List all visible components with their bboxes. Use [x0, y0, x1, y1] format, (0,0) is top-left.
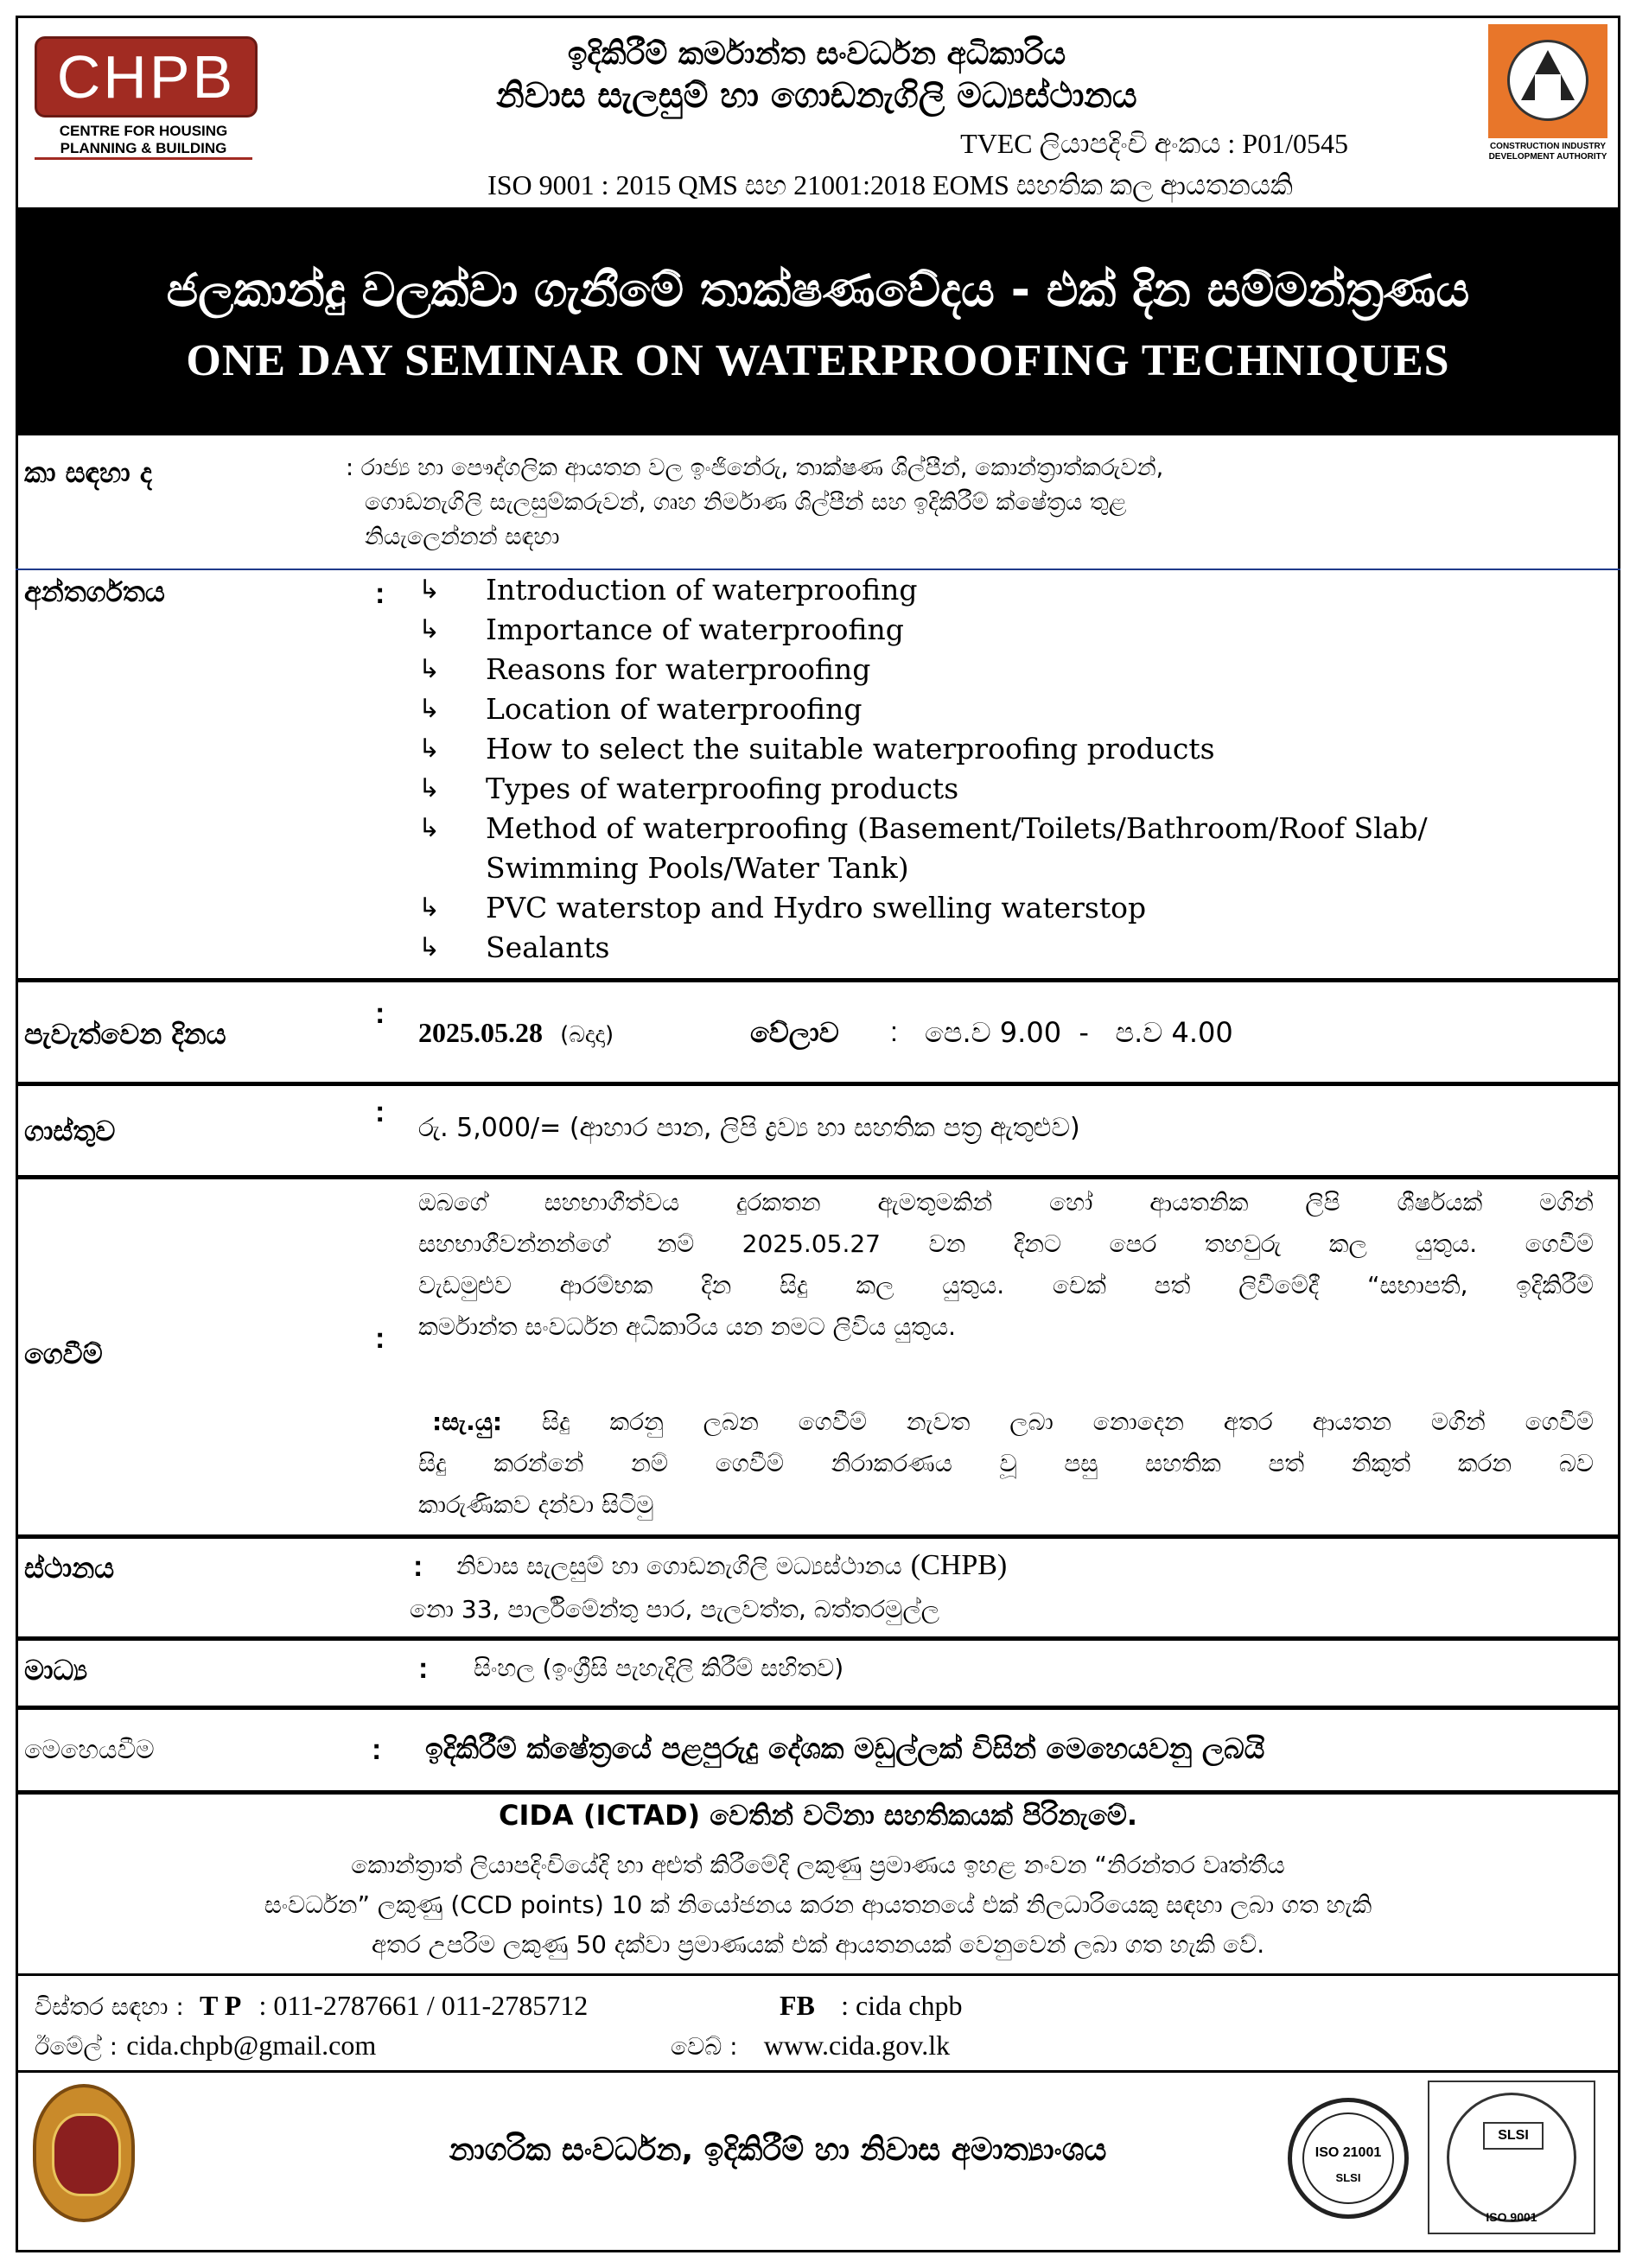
- content-item: ↳ Types of waterproofing products: [418, 769, 1428, 809]
- phone-label: T P: [199, 1990, 242, 2021]
- contact-block: [35, 1989, 588, 2068]
- content-item: ↳ How to select the suitable waterproofing products: [418, 729, 1428, 769]
- fee-label: ගාස්තුව: [24, 1115, 116, 1147]
- chpb-logo-subtitle-2: PLANNING & BUILDING: [35, 140, 252, 160]
- content-item: ↳ Location of waterproofing: [418, 689, 1428, 729]
- authority-name: ඉදිකිරීම් කර්මාන්ත සංවර්ධන අධිකාරිය: [567, 36, 1066, 72]
- divider: [16, 1082, 1620, 1086]
- arrow-icon: ↳: [418, 694, 441, 724]
- content-item: ↳ Importance of waterproofing: [418, 610, 1428, 650]
- chpb-logo-subtitle-1: CENTRE FOR HOUSING: [59, 123, 228, 139]
- payment-label: ගෙවීම්: [24, 1337, 103, 1370]
- seminar-title-english: ONE DAY SEMINAR ON WATERPROOFING TECHNIQUES: [186, 336, 1450, 385]
- venue-address: නො 33, පාර්ලිමේන්තු පාර, පැලවත්ත, බත්තරමුල්ල: [410, 1595, 940, 1623]
- divider: [16, 1175, 1620, 1179]
- intended-line-3: නියැලෙන්නන් සඳහා: [365, 524, 560, 550]
- seminar-day: (බදාදා): [560, 1022, 614, 1048]
- seminar-date: 2025.05.28: [418, 1017, 543, 1048]
- medium-value: සිංහල (ඉංග්‍රීසි පැහැදිලි කිරීම් සහිතව): [474, 1654, 844, 1682]
- content-item: ↳ PVC waterstop and Hydro swelling waterstop: [418, 888, 1428, 928]
- chpb-logo-mark: CHPB: [35, 36, 258, 118]
- divider: [16, 1534, 1620, 1539]
- arrow-icon: ↳: [418, 654, 441, 684]
- cida-logo: [1483, 24, 1613, 171]
- time-label: වේලාව: [750, 1016, 839, 1049]
- intended-line-2: ගොඩනැගිලි සැලසුම්කරුවන්, ගෘහ නිර්මාණ ශිල්පීන් සහ ඉදිකිරීම් ක්ෂේත්‍රය තුළ: [365, 489, 1127, 516]
- venue-name: නිවාස සැලසුම් හා ගොඩනැගිලි මධ්‍යස්ථානය: [456, 1552, 902, 1580]
- centre-name: නිවාස සැලසුම් හා ගොඩනැගිලි මධ්‍යස්ථානය: [496, 76, 1137, 116]
- content-item: ↳ Introduction of waterproofing: [418, 570, 1428, 610]
- arrow-icon: ↳: [418, 893, 441, 923]
- divider: [16, 1706, 1620, 1710]
- seminar-title-sinhala: ජලකාන්දු වලක්වා ගැනීමේ තාක්ෂණවේදය - එක් දින සම්මන්ත්‍රණය: [166, 263, 1470, 317]
- web-label: වෙබ් :: [671, 2032, 738, 2061]
- tvec-registration: TVEC ලියාපදිංචි අංකය : P01/0545: [960, 128, 1348, 159]
- email-label: ඊමේල් :: [35, 2032, 118, 2061]
- divider: [16, 1973, 1620, 1976]
- arrow-icon: ↳: [418, 773, 441, 804]
- divider: [16, 978, 1620, 982]
- iso-9001-seal: SLSI ISO 9001: [1428, 2081, 1595, 2234]
- fee-value: රු. 5,000/= (ආහාර පාන, ලිපි ද්‍රව්‍ය හා සහතික පත්‍ර ඇතුළුව): [418, 1113, 1080, 1143]
- title-banner: [16, 207, 1620, 435]
- divider: [16, 1636, 1620, 1641]
- details-label: විස්තර සඳහා :: [35, 1992, 184, 2021]
- venue-label: ස්ථානය: [24, 1552, 115, 1585]
- content-item: ↳ Reasons for waterproofing: [418, 650, 1428, 689]
- arrow-icon: ↳: [418, 813, 441, 843]
- content-item: ↳ Method of waterproofing (Basement/Toilets/Bathroom/Roof Slab/ Swimming Pools/Water Tank): [418, 809, 1428, 888]
- iso-21001-seal: ISO 21001 SLSI: [1288, 2098, 1409, 2219]
- arrow-icon: ↳: [418, 932, 441, 962]
- intended-line-1: : රාජ්‍ය හා පෞද්ගලික ආයතන වල ඉංජිනේරු, තාක්ෂණ ශිල්පීන්, කොන්ත්‍රාත්කරුවන්,: [346, 454, 1164, 481]
- intended-label: කා සඳහා ද: [24, 456, 153, 489]
- certificate-details: කොන්ත්‍රාත් ලියාපදිංචියේදි හා අළුත් කිරීමේදි ලකුණු ප්‍රමාණය ඉහළ නංවන “නිරන්තර වෘත්තීය සංවර්ධන” ලකුණු (CCD points) 10 ක් නියෝජනය කරන ආයතනයේ එක් නිලධාරියෙකු සඳහා ලබා ගත හැකි අතර උපරිම ලකුණු 50 දක්වා ප්‍රමාණයක් එක් ආයතනයක් වෙනුවෙන් ලබා ගත හැකි වේ.: [264, 1851, 1372, 1959]
- web-value[interactable]: www.cida.gov.lk: [763, 2030, 951, 2061]
- email-value[interactable]: cida.chpb@gmail.com: [126, 2030, 377, 2061]
- conducting-value: ඉදිකිරීම් ක්ෂේත්‍රයේ පළපුරුදු දේශක මඩුල්ලක් විසින් මෙහෙයවනු ලබයි: [425, 1731, 1265, 1765]
- content-label: අන්තර්ගතය: [24, 575, 165, 608]
- divider: [16, 1790, 1620, 1795]
- facebook-label: FB: [780, 1990, 815, 2021]
- arrow-icon: ↳: [418, 614, 441, 645]
- arrow-icon: ↳: [418, 575, 441, 605]
- date-label: පැවැත්වෙන දිනය: [24, 1018, 226, 1051]
- medium-label: මාධ්‍ය: [24, 1654, 88, 1687]
- sri-lanka-emblem: [33, 2084, 140, 2231]
- cida-logo-caption: CONSTRUCTION INDUSTRY DEVELOPMENT AUTHORITY: [1488, 142, 1607, 162]
- content-list: [418, 570, 1428, 968]
- content-item: ↳ Sealants: [418, 928, 1428, 968]
- conducting-label: මෙහෙයවීම: [24, 1735, 155, 1765]
- chpb-logo: [35, 36, 261, 166]
- ministry-name: නාගරික සංවර්ධන, ඉදිකිරීම් හා නිවාස අමාත්‍යාංශය: [449, 2132, 1107, 2168]
- certificate-title: CIDA (ICTAD) වෙතින් වටිනා සහතිකයක් පිරිනැමේ.: [498, 1799, 1138, 1832]
- facebook-value[interactable]: : cida chpb: [841, 1990, 963, 2021]
- phone-numbers: : 011-2787661 / 011-2785712: [258, 1990, 589, 2021]
- payment-note: :සැ.යු: සිදු කරනු ලබන ගෙවීම් නැවත ලබා නොදෙන අතර ආයතන මගින් ගෙවීම් සිදු කරන්නේ නම් ගෙවීම් නිරාකරණය වූ පසු සහතික පත් නිකුත් කරන බව කාරුණිකව දන්වා සිටිමු: [418, 1407, 1594, 1519]
- iso-certification: ISO 9001 : 2015 QMS සහ 21001:2018 EOMS සහතික කල ආයතනයකි: [487, 169, 1293, 200]
- arrow-icon: ↳: [418, 734, 441, 764]
- payment-instructions: ඔබගේ සහභාගීත්වය දුරකතන ඇමතුමකින් හෝ ආයතනික ලිපි ශීර්ෂයක් මගින් සහභාගීවන්නන්ගේ නම් 2025.05.27 වන දිනට පෙර තහවුරු කල යුතුය. ගෙවීම් වැඩමුළුව ආරම්භක දින සිදු කල යුතුය. චෙක් පත් ලිවීමේදී “සභාපති, ඉදිකිරීම් කර්මාන්ත සංවර්ධන අධිකාරිය යන නමට ලිවිය යුතුය.: [418, 1188, 1594, 1341]
- seminar-time: පෙ.ව 9.00 - ප.ව 4.00: [925, 1016, 1233, 1049]
- divider: [16, 2070, 1620, 2073]
